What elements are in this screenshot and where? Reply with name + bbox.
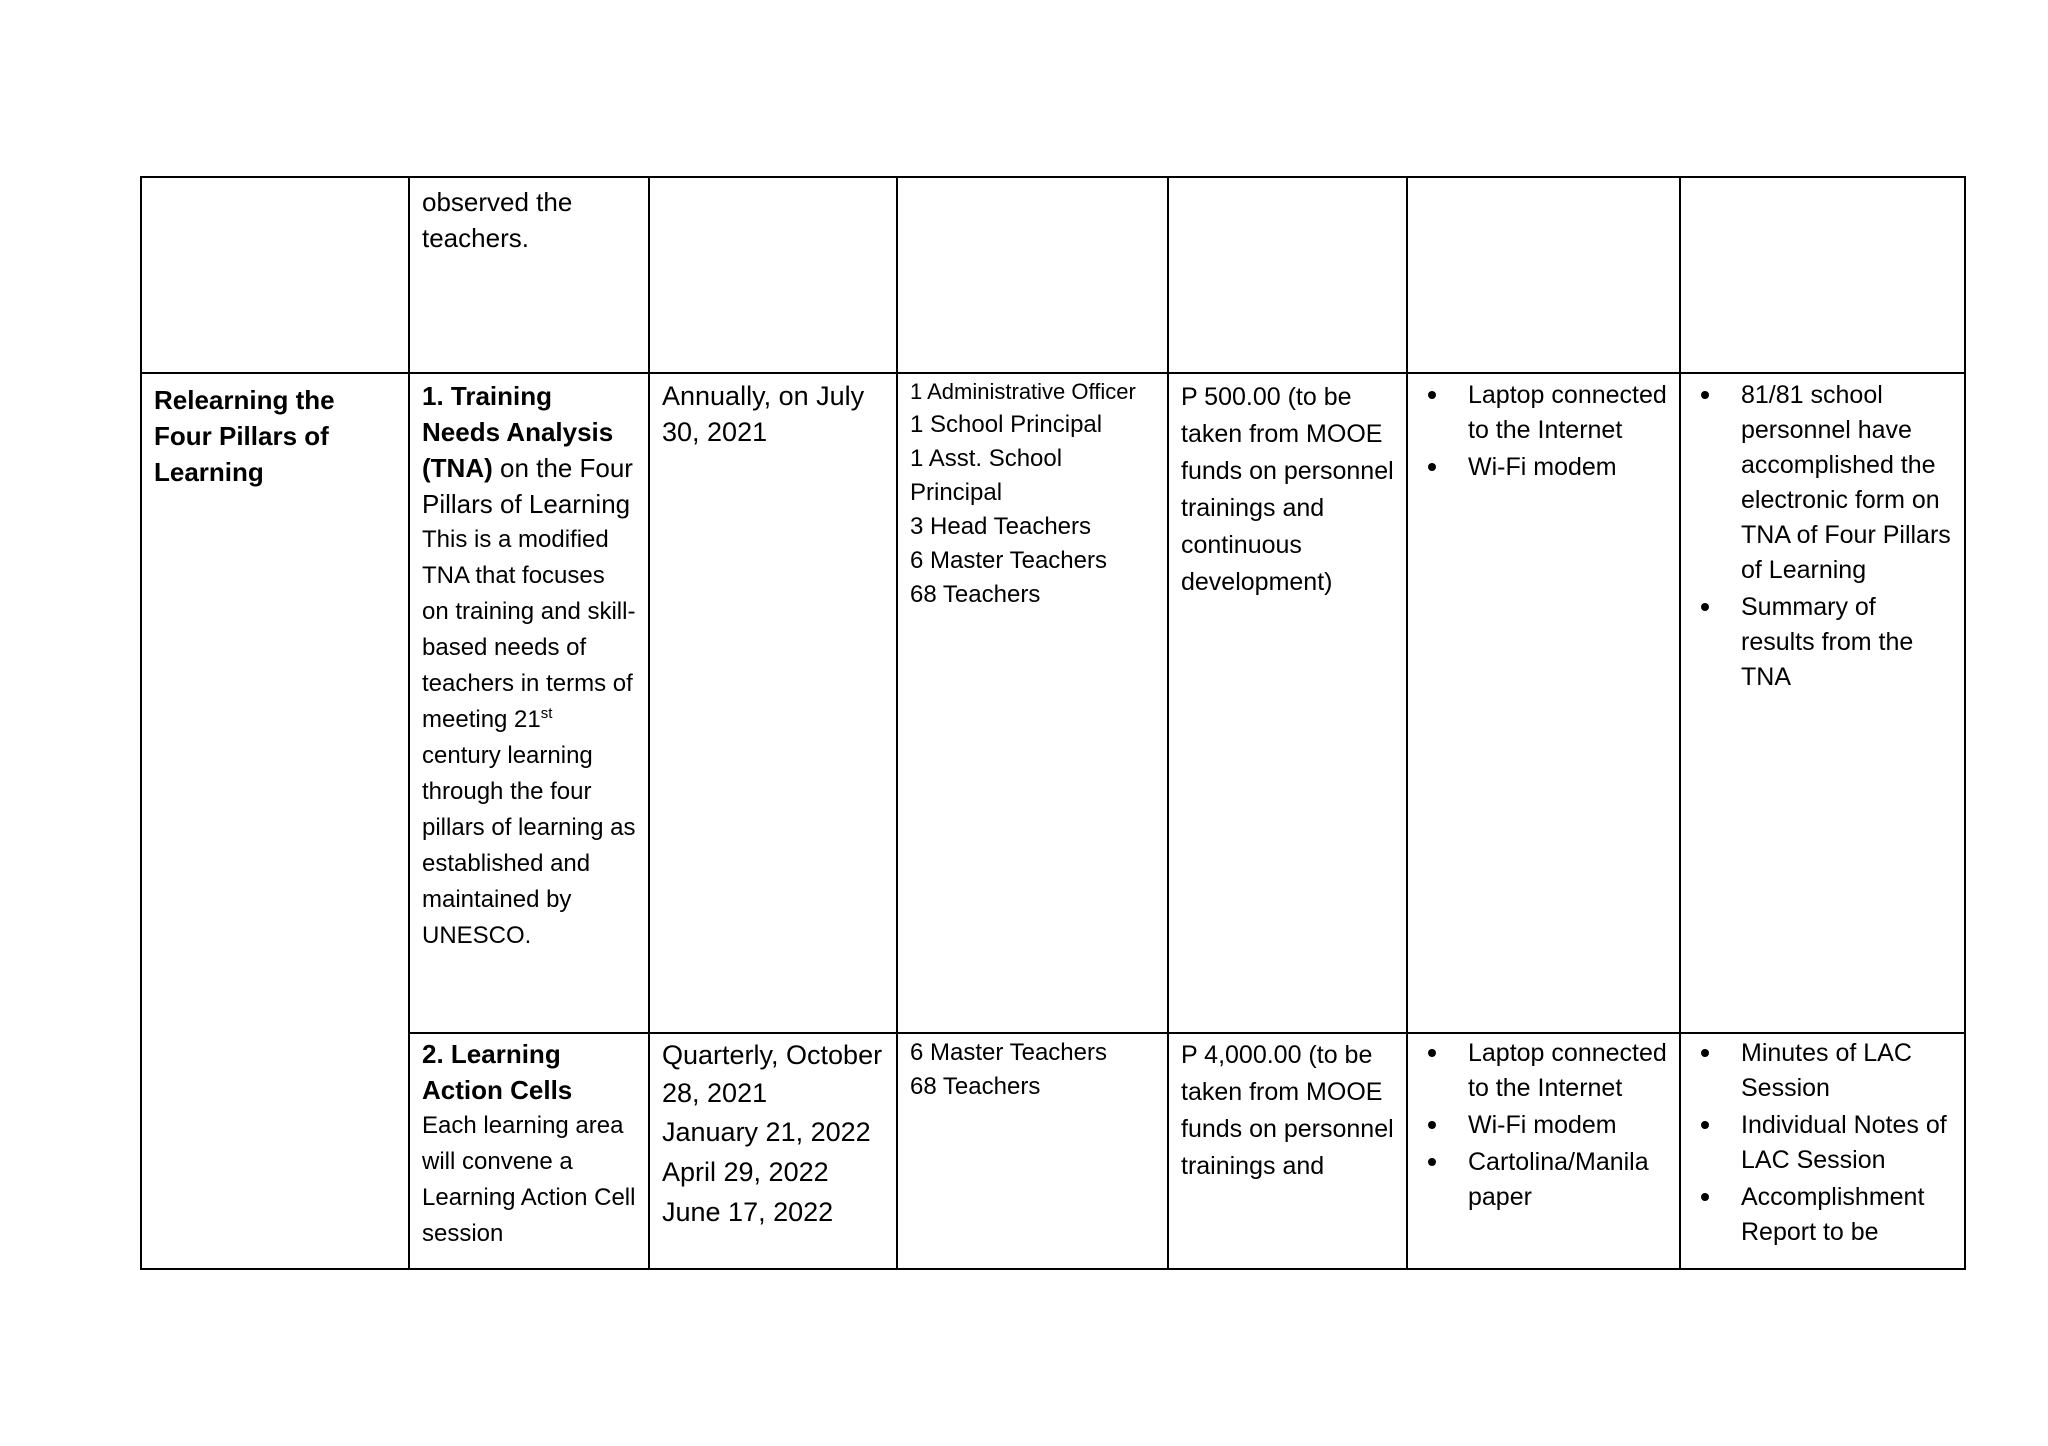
cell-budget-lac xyxy=(1168,1033,1407,1269)
tna-desc-part2: century learning through the four pillars of learning as established and maintained by UNESCO. xyxy=(422,742,636,949)
lac-activity-title: 2. Learning Action Cells xyxy=(422,1039,573,1105)
bullet-icon xyxy=(1701,603,1709,611)
cell-schedule-empty xyxy=(649,177,897,373)
schedule-item: Quarterly, October 28, 2021 xyxy=(662,1040,883,1108)
cell-outputs-lac xyxy=(1680,1033,1965,1269)
table-row-lac xyxy=(141,1033,1965,1269)
list-item: Summary of results from the TNA xyxy=(1693,590,1952,695)
tna-resources-list xyxy=(1420,378,1667,485)
bullet-icon xyxy=(1701,1121,1709,1129)
cell-activity-continued xyxy=(409,177,649,373)
lac-outputs-list xyxy=(1693,1036,1952,1250)
list-item: Accomplishment Report to be xyxy=(1693,1180,1952,1250)
persons-item: 6 Master Teachers xyxy=(910,1039,1107,1066)
bullet-icon xyxy=(1428,1158,1436,1166)
persons-item: 1 Administrative Officer xyxy=(910,379,1136,404)
list-item: Laptop connected to the Internet xyxy=(1420,1036,1667,1106)
schedule-item: June 17, 2022 xyxy=(662,1197,834,1227)
bullet-icon xyxy=(1701,1193,1709,1201)
tna-activity-description xyxy=(422,522,636,954)
cell-budget-empty xyxy=(1168,177,1407,373)
tna-outputs-list xyxy=(1693,378,1952,695)
cell-outputs-tna xyxy=(1680,373,1965,1033)
cell-persons-empty xyxy=(897,177,1168,373)
persons-item: 1 Asst. School Principal xyxy=(910,445,1063,506)
list-item: Minutes of LAC Session xyxy=(1693,1036,1952,1106)
persons-item: 68 Teachers xyxy=(910,1073,1041,1100)
table-row-tna xyxy=(141,373,1965,1033)
bullet-icon xyxy=(1428,1121,1436,1129)
tna-desc-superscript: st xyxy=(540,705,553,722)
bullet-icon xyxy=(1428,391,1436,399)
bullet-icon xyxy=(1701,1049,1709,1057)
lac-activity-description: Each learning area will convene a Learning Action Cell session xyxy=(422,1112,636,1247)
cell-resources-lac xyxy=(1407,1033,1680,1269)
cell-persons-lac xyxy=(897,1033,1168,1269)
tna-budget: P 500.00 (to be taken from MOOE funds on personnel trainings and continuous development) xyxy=(1181,383,1394,596)
persons-item: 3 Head Teachers xyxy=(910,513,1092,540)
cell-outputs-empty xyxy=(1680,177,1965,373)
cell-section-title xyxy=(141,373,409,1269)
persons-item: 1 School Principal xyxy=(910,411,1103,438)
tna-activity-title-rest: on the Four Pillars of Learning xyxy=(422,453,633,519)
schedule-item: January 21, 2022 xyxy=(662,1117,871,1147)
cell-objective-empty xyxy=(141,177,409,373)
cell-schedule-lac xyxy=(649,1033,897,1269)
cell-budget-tna xyxy=(1168,373,1407,1033)
list-item: Cartolina/Manila paper xyxy=(1420,1145,1667,1215)
action-plan-table xyxy=(140,176,1966,1270)
bullet-icon xyxy=(1428,463,1436,471)
persons-item: 6 Master Teachers xyxy=(910,547,1107,574)
tna-schedule: Annually, on July 30, 2021 xyxy=(662,381,865,447)
list-item: Wi-Fi modem xyxy=(1420,450,1667,485)
section-title: Relearning the Four Pillars of Learning xyxy=(154,385,335,487)
cell-resources-tna xyxy=(1407,373,1680,1033)
schedule-item: April 29, 2022 xyxy=(662,1157,829,1187)
list-item: 81/81 school personnel have accomplished the electronic form on TNA of Four Pillars of Learning xyxy=(1693,378,1952,588)
cell-persons-tna xyxy=(897,373,1168,1033)
tna-activity-title: 1. Training Needs Analysis (TNA) xyxy=(422,381,614,483)
lac-budget: P 4,000.00 (to be taken from MOOE funds on personnel trainings and xyxy=(1181,1041,1394,1180)
persons-item: 68 Teachers xyxy=(910,581,1041,608)
list-item: Individual Notes of LAC Session xyxy=(1693,1108,1952,1178)
bullet-icon xyxy=(1701,391,1709,399)
cell-activity-tna xyxy=(409,373,649,1033)
table-row-continued xyxy=(141,177,1965,373)
cell-schedule-tna xyxy=(649,373,897,1033)
list-item: Laptop connected to the Internet xyxy=(1420,378,1667,448)
activity-continued-text: observed the teachers. xyxy=(422,187,573,253)
list-item: Wi-Fi modem xyxy=(1420,1108,1667,1143)
cell-resources-empty xyxy=(1407,177,1680,373)
cell-activity-lac xyxy=(409,1033,649,1269)
tna-desc-part1: This is a modified TNA that focuses on training and skill-based needs of teachers in terms of meeting 21 xyxy=(422,526,636,733)
bullet-icon xyxy=(1428,1049,1436,1057)
lac-resources-list xyxy=(1420,1036,1667,1215)
